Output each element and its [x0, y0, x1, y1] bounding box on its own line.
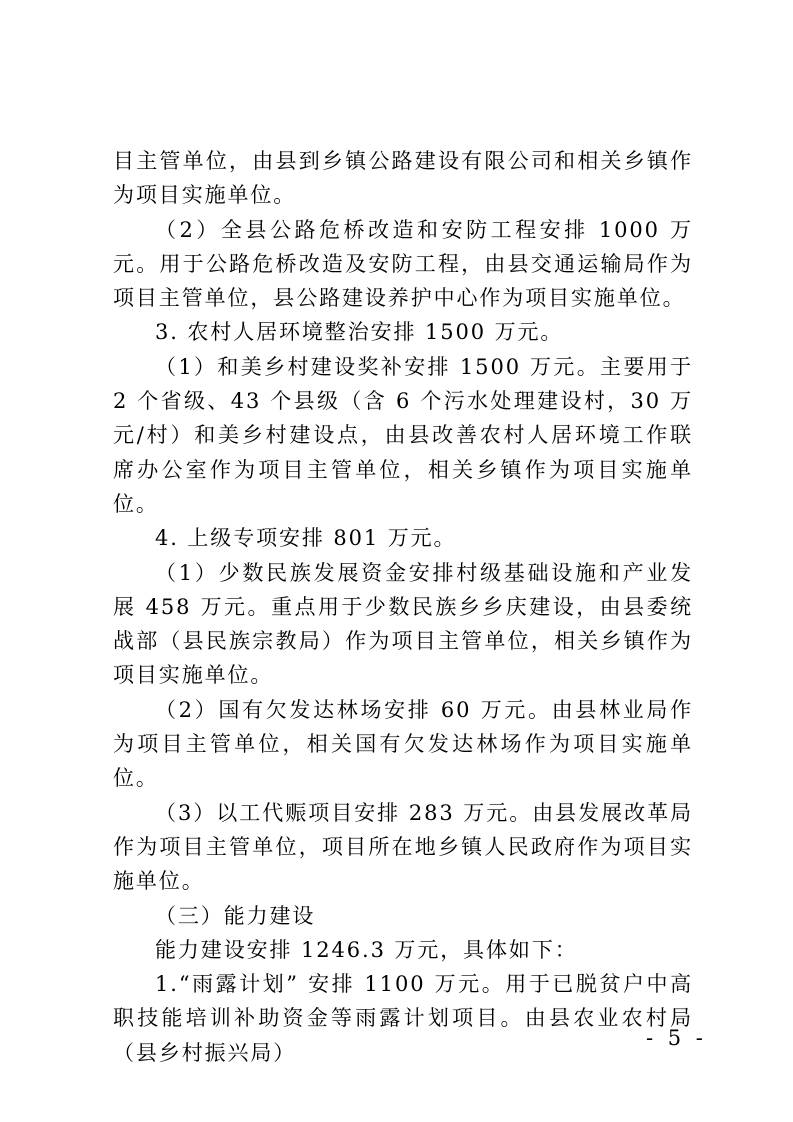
paragraph-beautiful-village: （1）和美乡村建设奖补安排 1500 万元。主要用于 2 个省级、43 个县级（含 6 个污水处理建设村，30 万元/村）和美乡村建设点，由县改善农村人居环境工作联席办公室作为项目主管单位，相关乡镇作为项目实施单位。 [113, 354, 693, 516]
paragraph-forest-farm: （2）国有欠发达林场安排 60 万元。由县林业局作为项目主管单位，相关国有欠发达林场作为项目实施单位。 [113, 697, 693, 791]
paragraph-rain-dew-plan: 1.“雨露计划” 安排 1100 万元。用于已脱贫户中高职技能培训补助资金等雨露计划项目。由县农业农村局（县乡村振兴局） [113, 972, 693, 1065]
paragraph-capacity-total: 能力建设安排 1246.3 万元，具体如下： [155, 937, 578, 962]
paragraph-ethnic-minority-funds: （1）少数民族发展资金安排村级基础设施和产业发展 458 万元。重点用于少数民族乡乡庆建设，由县委统战部（县民族宗教局）作为项目主管单位，相关乡镇作为项目实施单位。 [113, 560, 693, 688]
heading-capacity-building: （三）能力建设 [155, 903, 316, 928]
paragraph-work-relief: （3）以工代赈项目安排 283 万元。由县发展改革局作为项目主管单位，项目所在地乡镇人民政府作为项目实施单位。 [113, 800, 693, 894]
page-number: - 5 - [646, 1026, 707, 1050]
paragraph-project-unit-continuation: 目主管单位，由县到乡镇公路建设有限公司和相关乡镇作为项目实施单位。 [113, 149, 693, 208]
heading-special-funds: 4. 上级专项安排 801 万元。 [155, 526, 457, 551]
document-body [113, 144, 693, 1070]
heading-rural-environment: 3. 农村人居环境整治安排 1500 万元。 [155, 320, 564, 345]
paragraph-bridge-renovation: （2）全县公路危桥改造和安防工程安排 1000 万元。用于公路危桥改造及安防工程，由县交通运输局作为项目主管单位，县公路建设养护中心作为项目实施单位。 [113, 217, 693, 311]
